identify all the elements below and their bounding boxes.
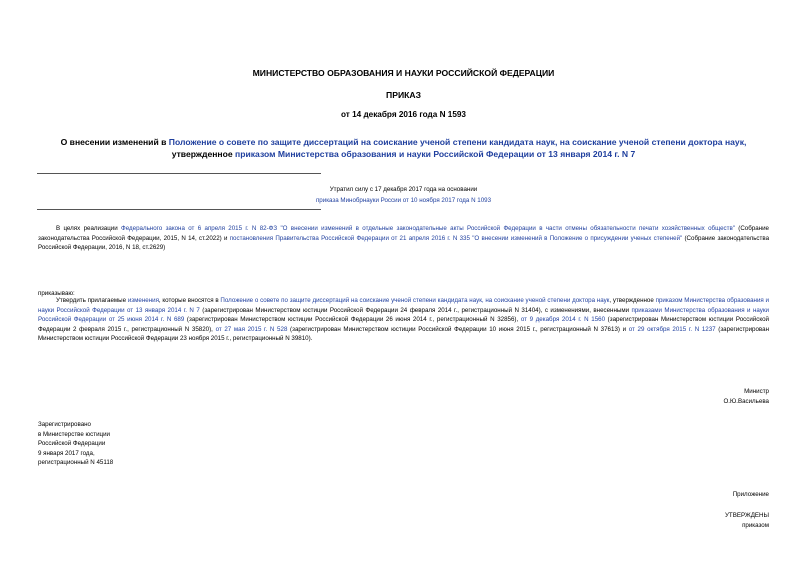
appendix-label: Приложение	[732, 491, 769, 498]
regulation-link-2[interactable]: Положение о совете по защите диссертаций на соискание ученой степени кандидата наук, на соискание ученой степени доктора наук	[220, 297, 610, 304]
order-title: О внесении изменений в Положение о совете по защите диссертаций на соискание ученой степени кандидата наук, на соискание ученой степени доктора наук, утвержденное приказом Министерства образования и науки Российской Федерации от 13 января 2014 г. N 7	[60, 137, 747, 159]
divider-bottom	[37, 209, 321, 210]
order-7-link-2[interactable]: приказом Министерства образования и науки Российской Федерации от 13 января 2014 г. N 7	[38, 297, 769, 314]
approve-paragraph: Утвердить прилагаемые изменения, которые вносятся в Положение о совете по защите диссертаций на соискание ученой степени кандидата наук, на соискание ученой степени доктора наук, утвержденное приказом Министерства образования и науки Российской Федерации от 13 января 2014 г. N 7 (зарегистрирован Министерством юстиции Российской Федерации 24 февраля 2014 г., регистрационный N 31404), с изменениями, внесенными приказами Министерства образования и науки Российской Федерации от 25 июня 2014 г. N 689 (зарегистрирован Министерством юстиции Российской Федерации 26 июня 2014 г., регистрационный N 32856), от 9 декабря 2014 г. N 1560 (зарегистрирован Министерством юстиции Российской Федерации 2 февраля 2015 г., регистрационный N 35820), от 27 мая 2015 г. N 528 (зарегистрирован Министерством юстиции Российской Федерации 10 июня 2015 г., регистрационный N 37613) и от 29 октября 2015 г. N 1237 (зарегистрирован Министерством юстиции Российской Федерации 23 ноября 2015 г., регистрационный N 39810).	[38, 297, 770, 342]
signature-block	[723, 387, 769, 406]
lost-force-note: Утратил силу с 17 декабря 2017 года на основании приказа Минобрнауки России от 10 ноября 2017 года N 1093	[0, 184, 807, 206]
changes-link[interactable]: изменения	[127, 297, 159, 304]
preamble-paragraph: В целях реализации Федерального закона от 6 апреля 2015 г. N 82-ФЗ "О внесении изменений в отдельные законодательные акты Российской Федерации в части отмены обязательности печати хозяйственных обществ" (Собрание законодательства Российской Федерации, 2015, N 14, ст.2022) и постановления Правительства Российской Федерации от 21 апреля 2016 г. N 335 "О внесении изменений в Положение о присуждении ученых степеней" (Собрание законодательства Российской Федерации, 2016, N 18, ст.2629)	[38, 225, 770, 251]
order-1560-link[interactable]: от 9 декабря 2014 г. N 1560	[520, 316, 606, 323]
order-7-link[interactable]: приказом Министерства образования и науки Российской Федерации от 13 января 2014 г. N 7	[235, 149, 636, 159]
ministry-title: МИНИСТЕРСТВО ОБРАЗОВАНИЯ И НАУКИ РОССИЙСКОЙ ФЕДЕРАЦИИ	[252, 68, 555, 78]
appendix-approval: УТВЕРЖДЕНЫ приказом	[725, 512, 769, 529]
regulation-link[interactable]: Положение о совете по защите диссертаций на соискание ученой степени кандидата наук, на соискание ученой степени доктора наук,	[168, 137, 747, 147]
signatory-position: Министр	[744, 388, 769, 395]
order-528-link[interactable]: от 27 мая 2015 г. N 528	[215, 325, 288, 333]
divider-top	[37, 173, 321, 174]
order-word: приказываю:	[38, 290, 75, 297]
repeal-order-link[interactable]: приказа Минобрнауки России от 10 ноября 2017 года N 1093	[315, 197, 492, 204]
signatory-name: О.Ю.Васильева	[723, 397, 769, 405]
order-689-link[interactable]: приказами Министерства образования и науки Российской Федерации от 25 июня 2014 г. N 689	[38, 306, 769, 323]
order-1237-link[interactable]: от 29 октября 2015 г. N 1237	[628, 325, 716, 333]
registration-block: Зарегистрировано в Министерстве юстиции Российской Федерации 9 января 2017 года, регистрационный N 45118	[38, 421, 114, 467]
government-decree-link[interactable]: постановления Правительства Российской Федерации от 21 апреля 2016 г. N 335 "О внесении изменений в Положение о присуждении ученых степеней"	[229, 234, 683, 242]
doc-type: ПРИКАЗ	[386, 90, 421, 100]
federal-law-link[interactable]: Федерального закона от 6 апреля 2015 г. N 82-ФЗ "О внесении изменений в отдельные законодательные акты Российской Федерации в части отмены обязательности печати хозяйственных обществ"	[121, 225, 735, 232]
order-date-number: от 14 декабря 2016 года N 1593	[341, 110, 466, 119]
